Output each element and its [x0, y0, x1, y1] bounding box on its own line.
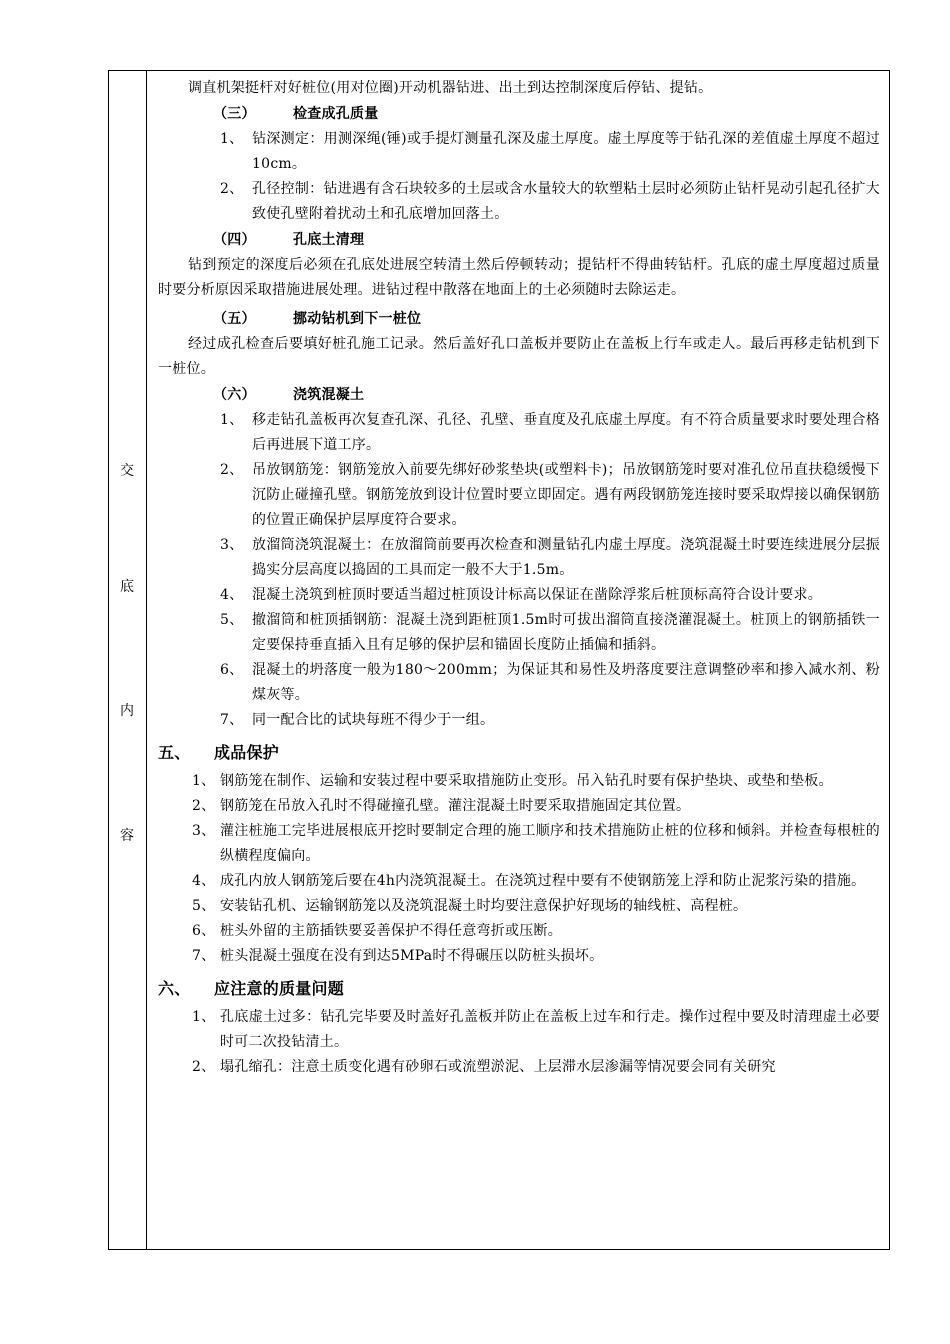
item-number: 7、 [192, 948, 216, 964]
side-label-char: 内 [120, 703, 134, 719]
item-number: 1、 [192, 773, 216, 789]
list-item [158, 1005, 880, 1055]
subsection-heading [158, 306, 880, 332]
item-text: 钢筋笼在吊放入孔时不得碰撞孔壁。灌注混凝土时要采取措施固定其位置。 [220, 798, 691, 814]
item-text: 同一配合比的试块每班不得少于一组。 [252, 712, 495, 728]
list-item [158, 127, 880, 177]
paragraph: 经过成孔检查后要填好桩孔施工记录。然后盖好孔口盖板并要防止在盖板上行车或走人。最后再移走钻机到下一桩位。 [158, 336, 880, 377]
item-text: 放溜筒浇筑混凝土：在放溜筒前要再次检查和测量钻孔内虚土厚度。浇筑混凝土时要连续进展分层振捣实分层高度以捣固的工具而定一般不大于1.5m。 [252, 537, 880, 578]
subsection-title: 挪动钻机到下一桩位 [293, 311, 422, 327]
list-item [158, 819, 880, 869]
list-item [158, 944, 880, 969]
subsection-title: 检查成孔质量 [293, 106, 379, 122]
item-text: 安装钻孔机、运输钢筋笼以及浇筑混凝土时均要注意保护好现场的轴线桩、高程桩。 [220, 898, 748, 914]
paragraph: 钻到预定的深度后必须在孔底处进展空转清土然后停顿转动；提钻杆不得曲转钻杆。孔底的虚土厚度超过质量时要分析原因采取措施进展处理。进钻过程中散落在地面上的土必须随时去除运走。 [158, 257, 880, 298]
item-text: 塌孔缩孔：注意土质变化遇有砂卵石或流塑淤泥、上层滞水层渗漏等情况要会同有关研究 [220, 1059, 776, 1075]
subsection-number: （四） [213, 232, 256, 248]
item-text: 桩头外留的主筋插铁要妥善保护不得任意弯折或压断。 [220, 923, 562, 939]
item-text: 成孔内放人钢筋笼后要在4h内浇筑混凝土。在浇筑过程中要有不使钢筋笼上浮和防止泥浆污染的措施。 [220, 873, 866, 889]
subsection-number: （三） [213, 106, 256, 122]
side-label-char: 底 [120, 579, 134, 595]
item-text: 桩头混凝土强度在没有到达5MPa时不得碾压以防桩头损坏。 [220, 948, 604, 964]
item-number: 3、 [192, 823, 216, 839]
subsection-number: （六） [213, 387, 256, 403]
list-item [158, 658, 880, 708]
item-number: 4、 [220, 587, 244, 603]
subsection-heading [158, 101, 880, 127]
section-number: 五、 [158, 743, 191, 762]
section-heading [158, 737, 880, 769]
item-text: 孔径控制：钻进遇有含石块较多的土层或含水量较大的软塑粘土层时必须防止钻杆晃动引起孔径扩大致使孔壁附着扰动土和孔底增加回落土。 [252, 181, 880, 222]
content-cell [158, 76, 880, 1080]
list-item [158, 458, 880, 533]
list-item [158, 408, 880, 458]
subsection-number: （五） [213, 311, 256, 327]
list-item [158, 869, 880, 894]
item-number: 7、 [220, 712, 244, 728]
list-item [158, 583, 880, 608]
list-item [158, 894, 880, 919]
item-number: 5、 [192, 898, 216, 914]
list-item [158, 1055, 880, 1080]
lead-paragraph: 调直机架挺杆对好桩位(用对位圈)开动机器钻进、出土到达控制深度后停钻、提钻。 [188, 80, 713, 96]
list-item [158, 919, 880, 944]
subsection-title: 浇筑混凝土 [293, 387, 365, 403]
list-item [158, 769, 880, 794]
item-number: 2、 [220, 462, 244, 478]
subsection-heading [158, 382, 880, 408]
item-text: 灌注桩施工完毕进展根底开挖时要制定合理的施工顺序和技术措施防止桩的位移和倾斜。并检查每根桩的纵横程度偏向。 [220, 823, 880, 864]
list-item [158, 533, 880, 583]
item-number: 6、 [192, 923, 216, 939]
item-text: 吊放钢筋笼：钢筋笼放入前要先绑好砂浆垫块(或塑料卡)；吊放钢筋笼时要对准孔位吊直扶稳缓慢下沉防止碰撞孔壁。钢筋笼放到设计位置时要立即固定。遇有两段钢筋笼连接时要采取焊接以确保钢筋的位置正确保护层厚度符合要求。 [252, 462, 880, 528]
list-item [158, 794, 880, 819]
item-number: 6、 [220, 662, 244, 678]
item-number: 3、 [220, 537, 244, 553]
item-number: 1、 [220, 412, 244, 428]
subsection-heading [158, 227, 880, 253]
item-text: 移走钻孔盖板再次复查孔深、孔径、孔壁、垂直度及孔底虚土厚度。有不符合质量要求时要处理合格后再进展下道工序。 [252, 412, 880, 453]
item-number: 5、 [220, 612, 244, 628]
list-item [158, 177, 880, 227]
section-title: 应注意的质量问题 [214, 979, 345, 998]
column-divider [146, 70, 147, 1250]
side-label-char: 容 [120, 828, 134, 844]
item-number: 2、 [220, 181, 244, 197]
section-number: 六、 [158, 979, 191, 998]
subsection-title: 孔底土清理 [293, 232, 365, 248]
item-number: 1、 [220, 131, 244, 147]
item-number: 1、 [192, 1009, 216, 1025]
section-heading [158, 973, 880, 1005]
item-number: 2、 [192, 798, 216, 814]
item-text: 钢筋笼在制作、运输和安装过程中要采取措施防止变形。吊入钻孔时要有保护垫块、或垫和垫板。 [220, 773, 833, 789]
item-text: 孔底虚土过多：钻孔完毕要及时盖好孔盖板并防止在盖板上过车和行走。操作过程中要及时清理虚土必要时可二次投钻清土。 [220, 1009, 880, 1050]
side-label-char: 交 [120, 463, 134, 479]
item-text: 撤溜筒和桩顶插钢筋：混凝土浇到距桩顶1.5m时可拔出溜筒直接浇灌混凝土。桩顶上的钢筋插铁一定要保持垂直插入且有足够的保护层和锚固长度防止插偏和插斜。 [252, 612, 880, 653]
list-item [158, 708, 880, 733]
item-text: 钻深测定：用测深绳(锤)或手提灯测量孔深及虚土厚度。虚土厚度等于钻孔深的差值虚土厚度不超过10cm。 [252, 131, 880, 172]
item-text: 混凝土浇筑到桩顶时要适当超过桩顶设计标高以保证在凿除浮浆后桩顶标高符合设计要求。 [252, 587, 822, 603]
item-text: 混凝土的坍落度一般为180～200mm；为保证其和易性及坍落度要注意调整砂率和掺入减水剂、粉煤灰等。 [252, 662, 880, 703]
section-title: 成品保护 [214, 743, 280, 762]
list-item [158, 608, 880, 658]
item-number: 4、 [192, 873, 216, 889]
item-number: 2、 [192, 1059, 216, 1075]
